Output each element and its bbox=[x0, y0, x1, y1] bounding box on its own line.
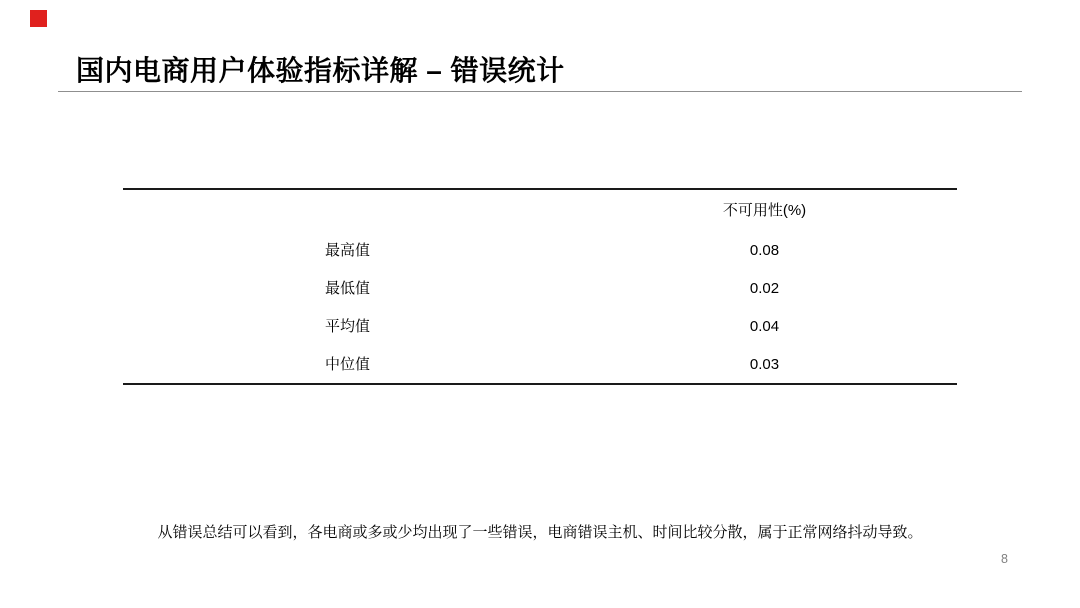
table-row bbox=[123, 231, 957, 269]
row-value: 0.03 bbox=[749, 355, 780, 373]
row-label: 平均值 bbox=[324, 317, 370, 335]
column-header-label: 不可用性(%) bbox=[722, 202, 807, 219]
row-label-cell bbox=[123, 307, 540, 345]
table-row bbox=[123, 307, 957, 345]
row-value: 0.08 bbox=[749, 241, 780, 259]
row-label-cell bbox=[123, 269, 540, 307]
table-row bbox=[123, 269, 957, 307]
row-value-cell bbox=[540, 269, 957, 307]
table-header-row bbox=[123, 190, 957, 231]
header-cell-unavailability bbox=[540, 190, 957, 231]
page-title: 国内电商用户体验指标详解 – 错误统计 bbox=[76, 55, 565, 86]
page-number: 8 bbox=[1001, 552, 1008, 566]
table-row bbox=[123, 345, 957, 383]
error-statistics-table bbox=[123, 188, 957, 385]
row-value: 0.04 bbox=[749, 317, 780, 335]
header-cell-empty bbox=[123, 190, 540, 231]
title-divider bbox=[58, 91, 1022, 92]
footer-note: 从错误总结可以看到，各电商或多或少均出现了一些错误，电商错误主机、时间比较分散，属于正常网络抖动导致。 bbox=[157, 524, 923, 541]
row-label-cell bbox=[123, 231, 540, 269]
row-value: 0.02 bbox=[749, 279, 780, 297]
row-label-cell bbox=[123, 345, 540, 383]
row-value-cell bbox=[540, 231, 957, 269]
row-value-cell bbox=[540, 345, 957, 383]
row-label: 中位值 bbox=[324, 355, 370, 373]
row-value-cell bbox=[540, 307, 957, 345]
row-label: 最低值 bbox=[324, 279, 370, 297]
brand-logo-red-square bbox=[30, 10, 47, 27]
row-label: 最高值 bbox=[324, 241, 370, 259]
